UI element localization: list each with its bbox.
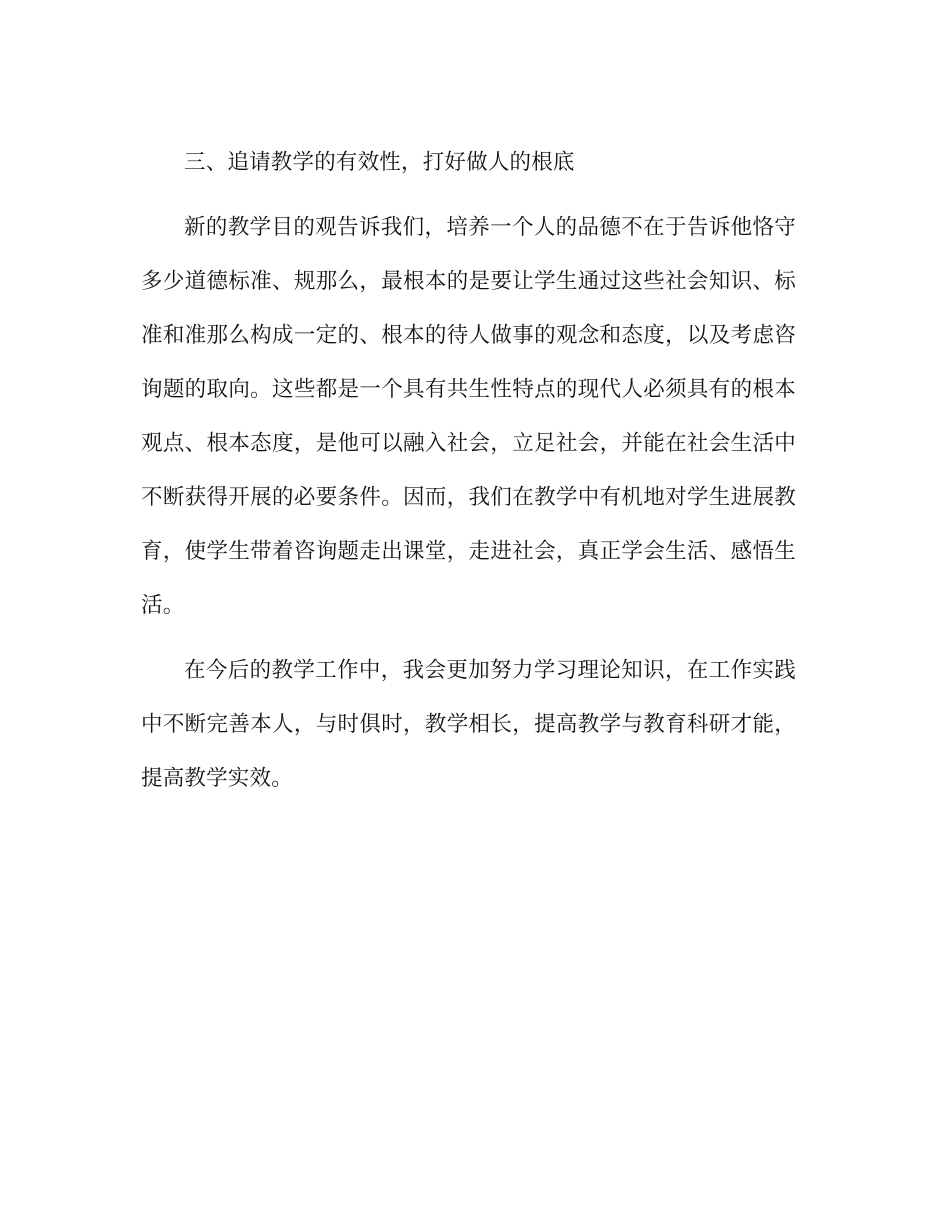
body-paragraph: 在今后的教学工作中，我会更加努力学习理论知识，在工作实践中不断完善本人，与时俱时，教学相长，提高教学与教育科研才能，提高教学实效。 [141,658,796,791]
document-body [141,136,796,806]
body-paragraph: 新的教学目的观告诉我们，培养一个人的品德不在于告诉他恪守多少道德标准、规那么，最根本的是要让学生通过这些社会知识、标准和准那么构成一定的、根本的待人做事的观念和态度，以及考虑咨询题的取向。这些都是一个具有共生性特点的现代人必须具有的根本观点、根本态度，是他可以融入社会，立足社会，并能在社会生活中不断获得开展的必要条件。因而，我们在教学中有机地对学生进展教育，使学生带着咨询题走出课堂，走进社会，真正学会生活、感悟生活。 [141,215,796,618]
section-heading: 三、追请教学的有效性，打好做人的根底 [184,150,575,175]
